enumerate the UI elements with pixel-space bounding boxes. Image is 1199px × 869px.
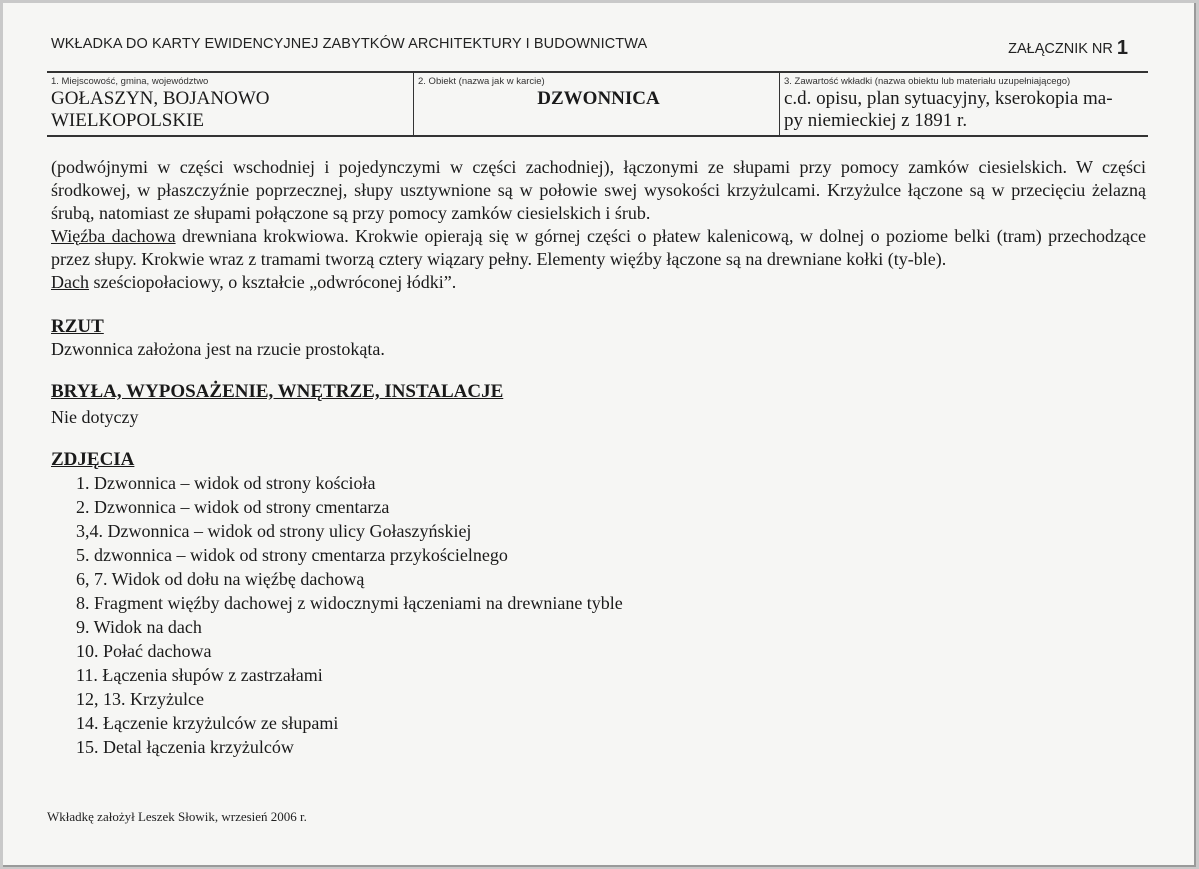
location-label: 1. Miejscowość, gmina, województwo [51, 76, 209, 87]
document-sheet [3, 3, 1196, 867]
location-field [47, 73, 413, 135]
contents-line-2: py niemieckiej z 1891 r. [784, 110, 968, 131]
plan-heading: RZUT [51, 316, 104, 337]
list-item: 15. Detal łączenia krzyżulców [76, 737, 294, 757]
plan-text: Dzwonnica założona jest na rzucie prostokąta. [51, 339, 385, 359]
list-item: 12, 13. Krzyżulce [76, 689, 204, 709]
list-item: 1. Dzwonnica – widok od strony kościoła [76, 473, 376, 493]
object-field [413, 73, 780, 135]
list-item: 6, 7. Widok od dołu na więźbę dachową [76, 569, 365, 589]
list-item: 11. Łączenia słupów z zastrzałami [76, 665, 323, 685]
roof-truss-paragraph [51, 225, 1146, 271]
list-item: 14. Łączenie krzyżulców ze słupami [76, 713, 339, 733]
list-item: 10. Połać dachowa [76, 641, 212, 661]
roof-truss-term: Więźba dachowa [51, 226, 176, 246]
attachment-label: ZAŁĄCZNIK NR [1008, 41, 1113, 57]
list-item: 5. dzwonnica – widok od strony cmentarza przykościelnego [76, 545, 508, 565]
contents-line-1: c.d. opisu, plan sytuacyjny, kserokopia ma- [784, 88, 1113, 109]
header-fields-table [47, 71, 1148, 137]
location-line-1: GOŁASZYN, BOJANOWO [51, 88, 270, 109]
list-item: 9. Widok na dach [76, 617, 202, 637]
photos-heading: ZDJĘCIA [51, 449, 135, 470]
photos-list [51, 471, 1146, 759]
document-content [51, 156, 1146, 759]
attachment-number-value: 1 [1116, 37, 1128, 59]
author-footer: Wkładkę założył Leszek Słowik, wrzesień 2006 r. [47, 809, 307, 824]
list-item: 8. Fragment więźby dachowej z widocznymi łączeniami na drewniane tyble [76, 593, 623, 613]
page-title: WKŁADKA DO KARTY EWIDENCYJNEJ ZABYTKÓW ARCHITEKTURY I BUDOWNICTWA [51, 36, 648, 52]
roof-term: Dach [51, 272, 89, 292]
contents-value [780, 87, 1148, 132]
object-value: DZWONNICA [537, 88, 660, 109]
object-label: 2. Obiekt (nazwa jak w karcie) [418, 76, 545, 87]
roof-text: sześciopołaciowy, o kształcie „odwróconej łódki”. [88, 272, 457, 292]
list-item: 3,4. Dzwonnica – widok od strony ulicy Gołaszyńskiej [76, 521, 472, 541]
contents-label: 3. Zawartość wkładki (nazwa obiektu lub materiału uzupełniającego) [784, 76, 1071, 87]
equipment-heading: BRYŁA, WYPOSAŻENIE, WNĘTRZE, INSTALACJE [51, 381, 504, 402]
roof-paragraph [51, 271, 1146, 294]
location-line-2: WIELKOPOLSKIE [51, 110, 205, 131]
location-value [47, 87, 413, 132]
equipment-text: Nie dotyczy [51, 407, 139, 427]
roof-truss-text: drewniana krokwiowa. Krokwie opierają się w górnej części o płatew kalenicową, w dolnej o poziome belki (tram) przechodzące przez słupy. Krokwie wraz z tramami tworzą cztery wiązary pełny. Elementy więźby łączone są na drewniane kołki (ty-ble). [51, 226, 1146, 269]
contents-field [780, 73, 1148, 135]
description-paragraph: (podwójnymi w części wschodniej i pojedynczymi w części zachodniej), łączonymi ze słupami przy pomocy zamków ciesielskich. W części środkowej, w płaszczyźnie poprzecznej, słupy usztywnione są w połowie swej wysokości krzyżulcami. Krzyżulce łączone są w przecięciu żelazną śrubą, natomiast ze słupami połączone są przy pomocy zamków ciesielskich i śrub. [51, 157, 1146, 223]
list-item: 2. Dzwonnica – widok od strony cmentarza [76, 497, 390, 517]
attachment-number [1008, 36, 1128, 59]
